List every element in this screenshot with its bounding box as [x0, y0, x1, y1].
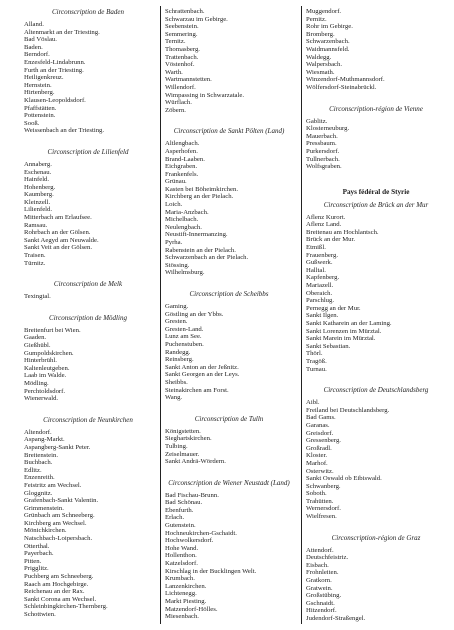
municipality-item: Breitenfurt bei Wien.: [24, 326, 81, 334]
municipality-item: Gaming.: [165, 303, 189, 310]
municipality-item: Puchenstuben.: [165, 340, 204, 348]
municipality-item: Frohnleiten.: [306, 569, 339, 577]
municipality-item: Hohe Wand.: [165, 544, 199, 552]
text-column-3: [306, 8, 446, 626]
municipality-item: Marhof.: [306, 459, 328, 467]
municipality-item: Gloggnitz.: [24, 489, 53, 497]
municipality-item: Gießhübl.: [24, 342, 51, 349]
municipality-item: Freiland bei Deutschlandsberg.: [306, 406, 390, 414]
municipality-item: Bromberg.: [306, 30, 335, 38]
text-column-2: [165, 8, 293, 626]
municipality-item: Purkersdorf.: [306, 147, 340, 155]
municipality-item: Pfaffstätten.: [24, 104, 57, 112]
municipality-item: Gaaden.: [24, 334, 47, 342]
municipality-item: Tullnerbach.: [306, 155, 340, 163]
municipality-item: Schottwien.: [24, 611, 56, 618]
municipality-item: Etmißl.: [306, 244, 326, 252]
municipality-item: Traisen.: [24, 252, 46, 260]
municipality-item: Ebenfurth.: [165, 506, 194, 514]
municipality-item: Großradl.: [306, 444, 332, 452]
municipality-item: Gumpoldskirchen.: [24, 349, 74, 357]
municipality-item: Ternitz.: [165, 38, 186, 46]
municipality-item: Mauerbach.: [306, 132, 338, 140]
municipality-item: Kirchberg am Wechsel.: [24, 519, 87, 527]
municipality-item: Rohr im Gebirge.: [306, 23, 353, 31]
municipality-item: Pressbaum.: [306, 140, 337, 148]
municipality-item: Wolfsgraben.: [306, 163, 342, 171]
municipality-item: Kleinzell.: [24, 198, 51, 206]
municipality-item: Halltal.: [306, 266, 326, 274]
municipality-item: Mariazell.: [306, 282, 334, 290]
municipality-item: Sankt Veit an der Gölsen.: [24, 244, 93, 252]
municipality-item: Erlach.: [165, 514, 185, 522]
municipality-item: Bad Fischau-Brunn.: [165, 491, 219, 499]
municipality-item: Gratkorn.: [306, 577, 332, 585]
municipality-item: Altlengbach.: [165, 140, 200, 148]
municipality-item: Grünau.: [165, 178, 187, 186]
municipality-item: Hinterbrühl.: [24, 357, 57, 365]
municipality-item: Buchbach.: [24, 459, 53, 467]
municipality-item: Lilienfeld.: [24, 206, 53, 214]
municipality-item: Texingtal.: [24, 293, 51, 301]
municipality-item: Großstübing.: [306, 592, 342, 600]
municipality-item: Schwanberg.: [306, 482, 341, 490]
municipality-item: Sankt Ilgen.: [306, 312, 339, 320]
municipality-item: Sankt Katharein an der Laming.: [306, 320, 392, 327]
municipality-item: Asperhofen.: [165, 147, 198, 155]
municipality-item: Gschnaidt.: [306, 599, 335, 607]
municipality-item: Neulengbach.: [165, 223, 202, 231]
municipality-item: Pottenstein.: [24, 112, 56, 120]
municipality-item: Zeiselmauer.: [165, 450, 200, 458]
municipality-item: Puchberg am Schneeberg.: [24, 573, 94, 581]
municipality-item: Frankenfels.: [165, 170, 199, 178]
municipality-item: Steinakirchen am Forst.: [165, 386, 229, 394]
municipality-item: Enzenreith.: [24, 474, 55, 482]
municipality-item: Würflach.: [165, 99, 192, 107]
municipality-item: Neustift-Innermanzing.: [165, 231, 228, 239]
municipality-item: Aflenz Kurort.: [306, 213, 346, 221]
municipality-item: Pitten.: [24, 557, 42, 565]
municipality-item: Sankt Oswald ob Eibiswald.: [306, 475, 382, 483]
municipality-item: Königstetten.: [165, 427, 201, 435]
municipality-item: Wang.: [165, 394, 183, 402]
municipality-item: Hainfeld.: [24, 176, 50, 184]
municipality-item: Seebenstein.: [165, 23, 199, 31]
municipality-item: Sooß.: [24, 119, 40, 127]
municipality-item: Grimmenstein.: [24, 504, 64, 512]
municipality-item: Sankt Marein im Mürztal.: [306, 335, 376, 343]
municipality-item: Pernegg an der Mur.: [306, 304, 361, 312]
municipality-item: Kaltenleutgeben.: [24, 364, 70, 372]
municipality-item: Sankt Corona am Wechsel.: [24, 595, 97, 603]
municipality-item: Alland.: [24, 21, 44, 28]
municipality-item: Hernstein.: [24, 81, 52, 89]
section-heading: Pays fédéral de Styrie: [342, 187, 410, 196]
municipality-item: Lanzenkirchen.: [165, 582, 207, 590]
municipality-item: Altendorf.: [24, 428, 52, 436]
municipality-item: Soboth.: [306, 490, 327, 498]
district-heading: Circonscription de Neunkirchen: [43, 415, 133, 424]
municipality-item: Garanas.: [306, 421, 330, 429]
municipality-item: Thörl.: [306, 350, 323, 358]
municipality-item: Feistritz am Wechsel.: [24, 481, 82, 489]
municipality-item: Hohenberg.: [24, 183, 56, 191]
municipality-item: Parschlug.: [306, 297, 335, 305]
municipality-item: Gußwerk.: [306, 259, 333, 267]
municipality-item: Wernersdorf.: [306, 505, 341, 513]
municipality-item: Osterwitz.: [306, 467, 334, 475]
municipality-item: Thomasberg.: [165, 45, 200, 53]
municipality-item: Miesenbach.: [165, 613, 199, 621]
municipality-item: Bad Gams.: [306, 414, 336, 422]
district-heading: Circonscription de Mödling: [49, 313, 127, 322]
municipality-item: Trahütten.: [306, 497, 334, 505]
municipality-item: Sankt Lorenzen im Mürztal.: [306, 327, 382, 335]
district-heading: Circonscription de Tulln: [194, 414, 264, 423]
municipality-item: Winzendorf-Muthmannsdorf.: [306, 76, 385, 84]
municipality-item: Sankt Georgen an der Leys.: [165, 371, 240, 379]
municipality-item: Randegg.: [165, 348, 191, 356]
municipality-item: Klosterneuburg.: [306, 125, 350, 133]
district-heading: Circonscription de Brück an der Mur: [323, 200, 429, 209]
municipality-item: Gresten-Land.: [165, 325, 204, 333]
municipality-item: Eschenau.: [24, 168, 52, 176]
municipality-item: Sieghartskirchen.: [165, 435, 212, 443]
municipality-item: Eichgraben.: [165, 163, 198, 171]
municipality-item: Trattenbach.: [165, 53, 199, 61]
municipality-item: Kapfenberg.: [306, 274, 340, 282]
municipality-item: Kirchberg an der Pielach.: [165, 193, 234, 201]
municipality-item: Gratwein.: [306, 584, 333, 592]
municipality-item: Grünbach am Schneeberg.: [24, 512, 95, 520]
municipality-item: Gresten.: [165, 318, 188, 326]
municipality-item: Brand-Laaben.: [165, 155, 205, 163]
municipality-item: Prigglitz.: [24, 565, 49, 573]
municipality-item: Semmering.: [165, 30, 198, 38]
municipality-item: Wölfersdorf-Steinabrückl.: [306, 83, 377, 91]
district-heading: Circonscription de Scheibbs: [189, 290, 269, 298]
municipality-item: Gutenstein.: [165, 522, 196, 530]
municipality-item: Stössing.: [165, 261, 190, 269]
municipality-item: Bad Vöslau.: [24, 36, 57, 44]
municipality-item: Aibl.: [306, 399, 320, 407]
municipality-item: Perchtoldsdorf.: [24, 387, 66, 395]
municipality-item: Aspang-Markt.: [24, 436, 65, 444]
municipality-item: Hochwolkersdorf.: [165, 537, 214, 545]
municipality-item: Walpersbach.: [306, 61, 343, 69]
municipality-item: Hitzendorf.: [306, 607, 337, 615]
municipality-item: Sankt Sebastian.: [306, 342, 351, 350]
municipality-item: Wielfresen.: [306, 513, 337, 521]
municipality-item: Kasten bei Böheimkirchen.: [165, 185, 238, 193]
municipality-item: Waldegg.: [306, 53, 332, 61]
municipality-item: Aspangberg-Sankt Peter.: [24, 443, 91, 451]
municipality-item: Altenmarkt an der Triesting.: [24, 28, 100, 36]
municipality-item: Tragöß.: [306, 357, 327, 365]
municipality-item: Reinsberg.: [165, 356, 194, 364]
municipality-item: Wartmannstetten.: [165, 76, 212, 84]
municipality-item: Oberaich.: [306, 289, 333, 297]
municipality-item: Hochneukirchen-Gschaidt.: [165, 529, 237, 537]
column-divider: [301, 6, 302, 624]
municipality-item: Maria-Anzbach.: [165, 208, 209, 216]
municipality-item: Turnau.: [306, 365, 327, 373]
municipality-item: Vöstenhof.: [165, 61, 195, 69]
municipality-item: Warth.: [165, 68, 183, 76]
municipality-item: Deutschfeistriz.: [306, 554, 349, 562]
municipality-item: Sheibbs.: [165, 378, 188, 386]
municipality-item: Waidmannsfeld.: [306, 45, 350, 53]
municipality-item: Berndorf.: [24, 51, 50, 59]
municipality-item: Otterthal.: [24, 542, 50, 550]
municipality-item: Sankt Anton an der Jeßnitz.: [165, 363, 239, 371]
municipality-item: Klausen-Leopoldsdorf.: [24, 96, 86, 104]
municipality-item: Matzendorf-Hölles.: [165, 605, 218, 613]
municipality-item: Mönichkirchen.: [24, 527, 67, 535]
district-heading: Circonscription de Wiener Neustadt (Land): [168, 478, 290, 487]
municipality-item: Kirschlag in der Bucklingen Welt.: [165, 567, 257, 575]
municipality-item: Türnitz.: [24, 259, 46, 267]
municipality-item: Rabenstein an der Pielach.: [165, 246, 236, 254]
municipality-item: Gablitz.: [306, 117, 328, 125]
municipality-item: Schwarzau im Gebirge.: [165, 15, 228, 23]
municipality-item: Wiesmath.: [306, 68, 335, 76]
district-heading: Circonscription de Lilienfeld: [47, 147, 129, 156]
municipality-item: Eisbach.: [306, 561, 329, 569]
municipality-item: Baden.: [24, 43, 43, 51]
municipality-item: Pernitz.: [306, 15, 327, 23]
municipality-item: Lunz am See.: [165, 333, 202, 341]
municipality-item: Brück an der Mur.: [306, 236, 356, 244]
municipality-item: Hollenthon.: [165, 552, 197, 560]
municipality-item: Heiligenkreuz.: [24, 74, 64, 82]
municipality-item: Sankt Aegyd am Neuwalde.: [24, 236, 99, 244]
municipality-item: Annaberg.: [24, 160, 52, 168]
municipality-item: Schwarzenbach an der Pielach.: [165, 254, 249, 262]
municipality-item: Reichenau an der Rax.: [24, 588, 85, 596]
municipality-item: Wilhelmsburg.: [165, 269, 205, 277]
district-heading: Circonscription-région de Graz: [331, 533, 421, 542]
municipality-item: Michelbach.: [165, 216, 199, 224]
municipality-item: Schleinbingkirchen-Thernberg.: [24, 603, 108, 611]
municipality-item: Göstling an der Ybbs.: [165, 310, 224, 318]
municipality-item: Bad Schönau.: [165, 499, 203, 507]
municipality-item: Sankt Andrä-Wördern.: [165, 458, 226, 466]
column-divider: [160, 6, 161, 624]
municipality-item: Frauenberg.: [306, 251, 339, 259]
municipality-item: Ramsau.: [24, 221, 48, 229]
municipality-item: Mödling.: [24, 379, 49, 387]
municipality-item: Enzesfeld-Lindabrunn.: [24, 58, 86, 66]
municipality-item: Rohrbach an der Gölsen.: [24, 229, 91, 237]
municipality-item: Schwarzenbach.: [306, 38, 350, 46]
municipality-item: Wienerwald.: [24, 395, 59, 403]
district-heading: Circonscription de Baden: [51, 8, 125, 16]
municipality-item: Krumbach.: [165, 575, 195, 583]
municipality-item: Judendorf-Straßengel.: [306, 615, 366, 622]
municipality-item: Grafenbach-Sankt Valentin.: [24, 497, 99, 505]
municipality-item: Weissenbach an der Triesting.: [24, 127, 105, 135]
municipality-item: Pyrha.: [165, 239, 183, 247]
municipality-item: Raach am Hochgebirge.: [24, 580, 89, 588]
municipality-item: Katzelsdorf.: [165, 560, 198, 568]
district-heading: Circonscription-région de Vienne: [329, 104, 423, 113]
municipality-item: Mitterbach am Erlaufsee.: [24, 214, 92, 222]
municipality-item: Laab im Walde.: [24, 372, 67, 380]
municipality-item: Kaumberg.: [24, 191, 54, 199]
district-heading: Circonscription de Sankt Pölten (Land): [173, 127, 285, 136]
municipality-item: Kloster.: [306, 452, 327, 460]
municipality-item: Tulbing.: [165, 442, 188, 450]
district-heading: Circonscription de Deutschlandsberg: [323, 386, 429, 395]
municipality-item: Zöbern.: [165, 106, 186, 114]
municipality-item: Gressenberg.: [306, 437, 341, 445]
municipality-item: Willendorf.: [165, 83, 196, 91]
municipality-item: Breitenstein.: [24, 451, 58, 459]
municipality-item: Markt Piesting.: [165, 598, 207, 605]
municipality-item: Muggendorf.: [306, 8, 342, 15]
municipality-item: Attendorf.: [306, 546, 334, 554]
municipality-item: Edlitz.: [24, 466, 42, 474]
municipality-item: Schrattenbach.: [165, 8, 205, 15]
municipality-item: Lichtenegg.: [165, 590, 197, 598]
municipality-item: Hirtenberg.: [24, 89, 55, 97]
municipality-item: Breitenau am Hochlantsch.: [306, 228, 379, 236]
municipality-item: Aflenz Land.: [306, 221, 342, 229]
municipality-item: Furth an der Triesting.: [24, 66, 84, 74]
municipality-item: Loich.: [165, 201, 183, 209]
municipality-item: Payerbach.: [24, 550, 54, 558]
municipality-item: Wimpassing in Schwarzatale.: [165, 91, 245, 99]
district-heading: Circonscription de Melk: [53, 280, 123, 289]
text-column-1: [24, 8, 152, 626]
municipality-item: Greisdorf.: [306, 429, 334, 437]
municipality-item: Natschbach-Loipersbach.: [24, 535, 93, 543]
